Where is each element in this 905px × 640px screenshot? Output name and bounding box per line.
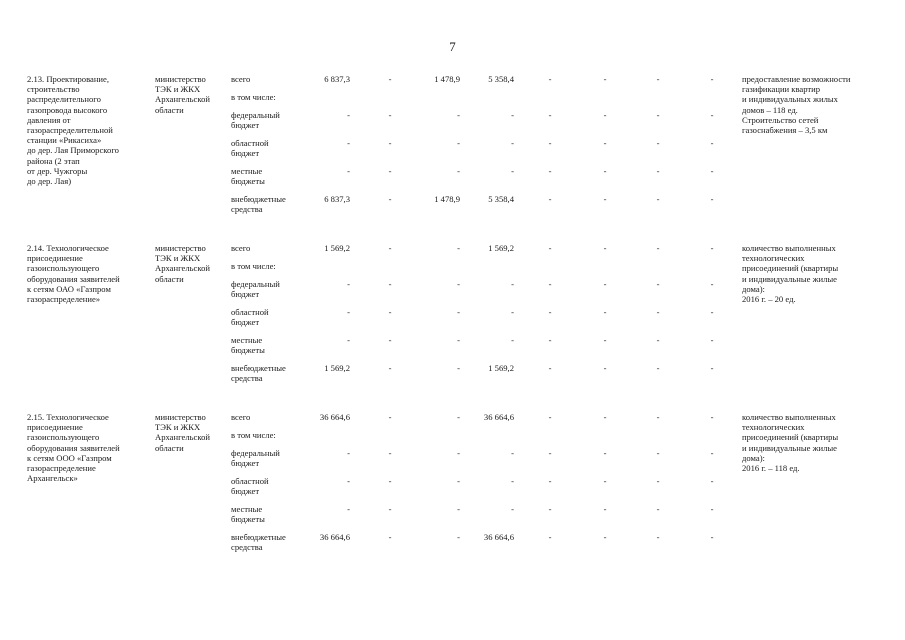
funding-value: -	[603, 504, 607, 514]
funding-value: -	[656, 363, 660, 373]
funding-value: -	[457, 335, 460, 345]
funding-value: -	[656, 74, 660, 84]
funding-value: -	[457, 279, 460, 289]
funding-value: -	[548, 448, 552, 458]
funding-value: -	[710, 504, 714, 514]
funding-value: -	[548, 363, 552, 373]
funding-value: -	[457, 412, 460, 422]
measure-result: предоставление возможности газификации квартир и индивидуальных жилых домов – 118 ед. Строительство сетей газоснабжения – 3,5 км	[742, 74, 851, 136]
funding-row	[0, 307, 905, 337]
funding-value: -	[511, 476, 514, 486]
funding-source: в том числе:	[231, 261, 276, 271]
funding-value: -	[656, 335, 660, 345]
funding-value: -	[511, 110, 514, 120]
funding-value: 1 478,9	[434, 74, 460, 84]
funding-value: 5 358,4	[488, 194, 514, 204]
funding-row	[0, 279, 905, 309]
funding-value: -	[548, 412, 552, 422]
funding-value: -	[656, 504, 660, 514]
funding-source: местные бюджеты	[231, 166, 265, 187]
funding-source: всего	[231, 74, 251, 84]
funding-value: -	[710, 279, 714, 289]
measure-executor: министерство ТЭК и ЖКХ Архангельской области	[155, 74, 210, 115]
funding-value: -	[457, 307, 460, 317]
funding-value: -	[548, 335, 552, 345]
funding-value: -	[457, 448, 460, 458]
funding-value: -	[388, 194, 392, 204]
funding-value: -	[347, 504, 350, 514]
funding-value: -	[388, 476, 392, 486]
funding-row	[0, 194, 905, 224]
funding-value: -	[656, 194, 660, 204]
funding-value: -	[548, 166, 552, 176]
funding-value: -	[656, 243, 660, 253]
funding-value: -	[511, 138, 514, 148]
funding-row	[0, 532, 905, 562]
funding-source: областной бюджет	[231, 307, 269, 328]
funding-value: -	[388, 74, 392, 84]
funding-value: -	[656, 279, 660, 289]
funding-value: -	[603, 279, 607, 289]
funding-value: -	[388, 307, 392, 317]
funding-row	[0, 363, 905, 393]
funding-value: -	[548, 279, 552, 289]
funding-source: местные бюджеты	[231, 504, 265, 525]
funding-value: -	[603, 363, 607, 373]
funding-value: -	[603, 532, 607, 542]
funding-row	[0, 504, 905, 534]
funding-row	[0, 138, 905, 168]
funding-source: внебюджетные средства	[231, 194, 286, 215]
measure-name: 2.14. Технологическое присоединение газоиспользующего оборудования заявителей к сетям ОАО «Газпром газораспределение»	[27, 243, 120, 305]
measure-executor: министерство ТЭК и ЖКХ Архангельской области	[155, 412, 210, 453]
funding-value: -	[347, 335, 350, 345]
funding-row	[0, 448, 905, 478]
funding-value: -	[710, 110, 714, 120]
funding-value: -	[603, 243, 607, 253]
funding-value: -	[347, 138, 350, 148]
funding-value: -	[548, 307, 552, 317]
funding-row	[0, 166, 905, 196]
funding-value: -	[710, 448, 714, 458]
funding-value: -	[548, 194, 552, 204]
funding-value: -	[603, 74, 607, 84]
funding-value: -	[656, 138, 660, 148]
funding-value: -	[603, 110, 607, 120]
funding-row	[0, 110, 905, 140]
funding-value: -	[548, 243, 552, 253]
funding-source: областной бюджет	[231, 476, 269, 497]
funding-value: 36 664,6	[319, 532, 350, 542]
funding-value: 6 837,3	[324, 74, 350, 84]
funding-value: -	[710, 335, 714, 345]
funding-value: -	[548, 138, 552, 148]
funding-value: -	[347, 279, 350, 289]
funding-value: -	[656, 476, 660, 486]
funding-value: -	[710, 74, 714, 84]
funding-value: -	[511, 335, 514, 345]
measure-executor: министерство ТЭК и ЖКХ Архангельской области	[155, 243, 210, 284]
funding-source: областной бюджет	[231, 138, 269, 159]
funding-value: -	[656, 110, 660, 120]
funding-source: в том числе:	[231, 430, 276, 440]
funding-value: -	[603, 194, 607, 204]
funding-value: -	[347, 307, 350, 317]
funding-row	[0, 335, 905, 365]
funding-value: -	[548, 504, 552, 514]
funding-value: -	[603, 448, 607, 458]
funding-value: -	[548, 532, 552, 542]
funding-value: -	[347, 110, 350, 120]
funding-value: 36 664,6	[319, 412, 350, 422]
page-number: 7	[449, 39, 456, 54]
funding-value: -	[388, 279, 392, 289]
funding-value: -	[457, 504, 460, 514]
funding-source: федеральный бюджет	[231, 448, 280, 469]
funding-value: -	[710, 307, 714, 317]
funding-value: -	[388, 532, 392, 542]
funding-value: -	[710, 412, 714, 422]
funding-value: -	[710, 532, 714, 542]
funding-value: -	[656, 307, 660, 317]
funding-value: -	[388, 412, 392, 422]
funding-value: -	[710, 138, 714, 148]
funding-source: внебюджетные средства	[231, 363, 286, 384]
funding-value: -	[388, 110, 392, 120]
funding-value: -	[388, 335, 392, 345]
funding-source: местные бюджеты	[231, 335, 265, 356]
funding-value: -	[388, 448, 392, 458]
funding-value: -	[511, 448, 514, 458]
funding-value: -	[548, 476, 552, 486]
measure-name: 2.15. Технологическое присоединение газоиспользующего оборудования заявителей к сетям ООО «Газпром газораспределение Архангельск»	[27, 412, 120, 484]
funding-value: -	[656, 166, 660, 176]
funding-value: 36 664,6	[483, 532, 514, 542]
funding-value: -	[603, 476, 607, 486]
funding-value: -	[603, 412, 607, 422]
funding-value: 1 478,9	[434, 194, 460, 204]
funding-value: 1 569,2	[324, 243, 350, 253]
funding-value: -	[457, 476, 460, 486]
measure-result: количество выполненных технологических присоединений (квартиры и индивидуальные жилые дома): 2016 г. – 118 ед.	[742, 412, 839, 474]
funding-source: всего	[231, 412, 251, 422]
funding-value: 5 358,4	[488, 74, 514, 84]
funding-value: -	[457, 363, 460, 373]
funding-value: -	[603, 166, 607, 176]
funding-source: всего	[231, 243, 251, 253]
funding-value: -	[457, 138, 460, 148]
funding-value: -	[388, 166, 392, 176]
funding-value: -	[548, 74, 552, 84]
funding-value: -	[603, 138, 607, 148]
funding-value: -	[710, 243, 714, 253]
funding-value: -	[511, 307, 514, 317]
funding-value: -	[511, 166, 514, 176]
funding-value: 36 664,6	[483, 412, 514, 422]
funding-value: -	[457, 243, 460, 253]
funding-value: -	[388, 138, 392, 148]
funding-value: -	[347, 448, 350, 458]
funding-value: -	[603, 335, 607, 345]
funding-row	[0, 476, 905, 506]
funding-source: федеральный бюджет	[231, 110, 280, 131]
funding-source: федеральный бюджет	[231, 279, 280, 300]
funding-value: -	[457, 166, 460, 176]
funding-value: 1 569,2	[488, 243, 514, 253]
funding-value: -	[710, 194, 714, 204]
funding-value: 6 837,3	[324, 194, 350, 204]
funding-value: -	[347, 166, 350, 176]
funding-value: -	[656, 412, 660, 422]
measure-name: 2.13. Проектирование, строительство распределительного газопровода высокого давления от газораспределительной станции «Рикасиха» до дер. Лая Приморского района (2 этап от дер. Чужгоры до дер. Лая)	[27, 74, 119, 187]
measure-result: количество выполненных технологических присоединений (квартиры и индивидуальные жилые дома): 2016 г. – 20 ед.	[742, 243, 839, 305]
funding-value: -	[388, 243, 392, 253]
funding-value: -	[603, 307, 607, 317]
funding-value: -	[457, 532, 460, 542]
funding-value: 1 569,2	[324, 363, 350, 373]
funding-value: -	[548, 110, 552, 120]
funding-value: -	[511, 504, 514, 514]
funding-value: -	[710, 166, 714, 176]
funding-value: -	[656, 448, 660, 458]
funding-value: -	[710, 476, 714, 486]
funding-value: -	[388, 363, 392, 373]
funding-value: -	[388, 504, 392, 514]
funding-source: внебюджетные средства	[231, 532, 286, 553]
funding-source: в том числе:	[231, 92, 276, 102]
funding-value: -	[457, 110, 460, 120]
funding-value: -	[347, 476, 350, 486]
funding-value: 1 569,2	[488, 363, 514, 373]
funding-value: -	[656, 532, 660, 542]
funding-value: -	[511, 279, 514, 289]
funding-value: -	[710, 363, 714, 373]
